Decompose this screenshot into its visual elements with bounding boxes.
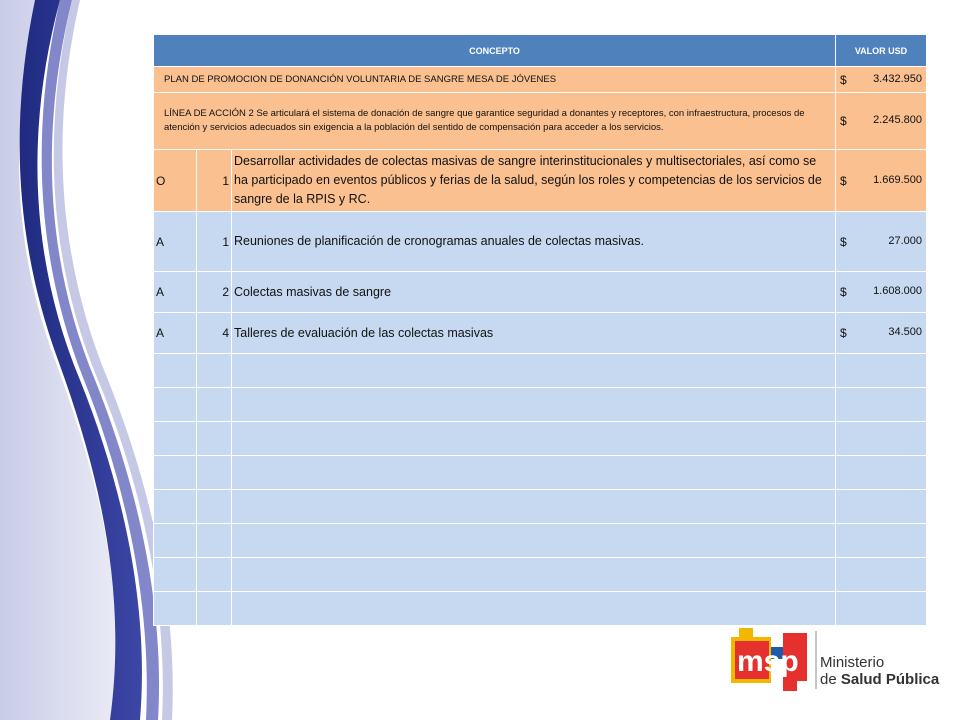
row-code: A [154, 313, 197, 354]
header-concepto: CONCEPTO [154, 35, 836, 67]
empty-cell [154, 456, 197, 490]
empty-cell [197, 354, 232, 388]
empty-cell [154, 422, 197, 456]
ministry-line-2-prefix: de [820, 671, 841, 688]
table-row [154, 150, 927, 212]
empty-cell [232, 388, 836, 422]
plan-value [836, 67, 927, 93]
empty-row [154, 456, 927, 490]
empty-cell [836, 558, 927, 592]
empty-cell [154, 558, 197, 592]
currency-symbol: $ [840, 72, 847, 87]
empty-row [154, 592, 927, 626]
empty-row [154, 388, 927, 422]
row-number: 2 [197, 272, 232, 313]
empty-cell [197, 388, 232, 422]
empty-cell [836, 592, 927, 626]
empty-cell [154, 388, 197, 422]
empty-cell [232, 558, 836, 592]
row-code: A [154, 212, 197, 272]
empty-cell [232, 524, 836, 558]
empty-cell [197, 422, 232, 456]
row-number: 1 [197, 212, 232, 272]
empty-row [154, 354, 927, 388]
table-row [154, 313, 927, 354]
amount: 1.608.000 [873, 285, 922, 297]
row-number: 1 [197, 150, 232, 212]
empty-cell [197, 456, 232, 490]
empty-row [154, 422, 927, 456]
empty-cell [154, 354, 197, 388]
ministry-name [820, 654, 939, 689]
table-header-row [154, 35, 927, 67]
row-value [836, 272, 927, 313]
empty-cell [197, 524, 232, 558]
empty-cell [197, 558, 232, 592]
empty-cell [836, 354, 927, 388]
currency-symbol: $ [840, 326, 847, 340]
row-number: 4 [197, 313, 232, 354]
ministry-line-1: Ministerio [820, 654, 885, 671]
logo-m-letter: msp [737, 645, 799, 678]
header-valor-usd: VALOR USD [836, 35, 927, 67]
empty-cell [197, 592, 232, 626]
amount: 27.000 [888, 234, 922, 247]
amount: 34.500 [888, 326, 922, 338]
empty-cell [232, 592, 836, 626]
row-description: Desarrollar actividades de colectas masivas de sangre interinstitucionales y multisectoriales, así como se ha participado en eventos públicos y ferias de la salud, según los roles y competencias de los servicios de sangre de la RPIS y RC. [232, 150, 836, 212]
empty-cell [154, 490, 197, 524]
empty-cell [232, 422, 836, 456]
row-code: A [154, 272, 197, 313]
ministry-line-2-bold: Salud Pública [840, 671, 940, 688]
row-value [836, 150, 927, 212]
table-row [154, 272, 927, 313]
row-value [836, 313, 927, 354]
empty-cell [197, 490, 232, 524]
row-description: Colectas masivas de sangre [232, 272, 836, 313]
budget-table [153, 34, 927, 626]
empty-row [154, 524, 927, 558]
empty-cell [836, 422, 927, 456]
plan-text: PLAN DE PROMOCION DE DONANCIÓN VOLUNTARIA DE SANGRE MESA DE JÓVENES [154, 67, 836, 93]
empty-cell [232, 354, 836, 388]
empty-cell [154, 524, 197, 558]
currency-symbol: $ [840, 234, 847, 249]
linea-accion-row [154, 93, 927, 150]
table-row [154, 212, 927, 272]
row-code: O [154, 150, 197, 212]
empty-cell [836, 388, 927, 422]
row-description: Talleres de evaluación de las colectas masivas [232, 313, 836, 354]
amount: 3.432.950 [873, 72, 922, 85]
empty-row [154, 490, 927, 524]
empty-cell [232, 490, 836, 524]
row-value [836, 212, 927, 272]
empty-cell [836, 456, 927, 490]
currency-symbol: $ [840, 285, 847, 299]
amount: 2.245.800 [873, 114, 922, 126]
empty-cell [232, 456, 836, 490]
empty-cell [836, 490, 927, 524]
currency-symbol: $ [840, 114, 847, 128]
empty-row [154, 558, 927, 592]
empty-cell [154, 592, 197, 626]
linea-accion-value [836, 93, 927, 150]
currency-symbol: $ [840, 173, 847, 188]
empty-cell [836, 524, 927, 558]
msp-logo-mark [731, 628, 807, 691]
amount: 1.669.500 [873, 173, 922, 186]
linea-accion-text: LÍNEA DE ACCIÓN 2 Se articulará el sistema de donación de sangre que garantice seguridad a donantes y receptores, con infraestructura, procesos de atención y servicios adecuados sin exigencia a la población del sentido de compensación para acceder a los servicios. [154, 93, 836, 150]
row-description: Reuniones de planificación de cronogramas anuales de colectas masivas. [232, 212, 836, 272]
plan-row [154, 67, 927, 93]
